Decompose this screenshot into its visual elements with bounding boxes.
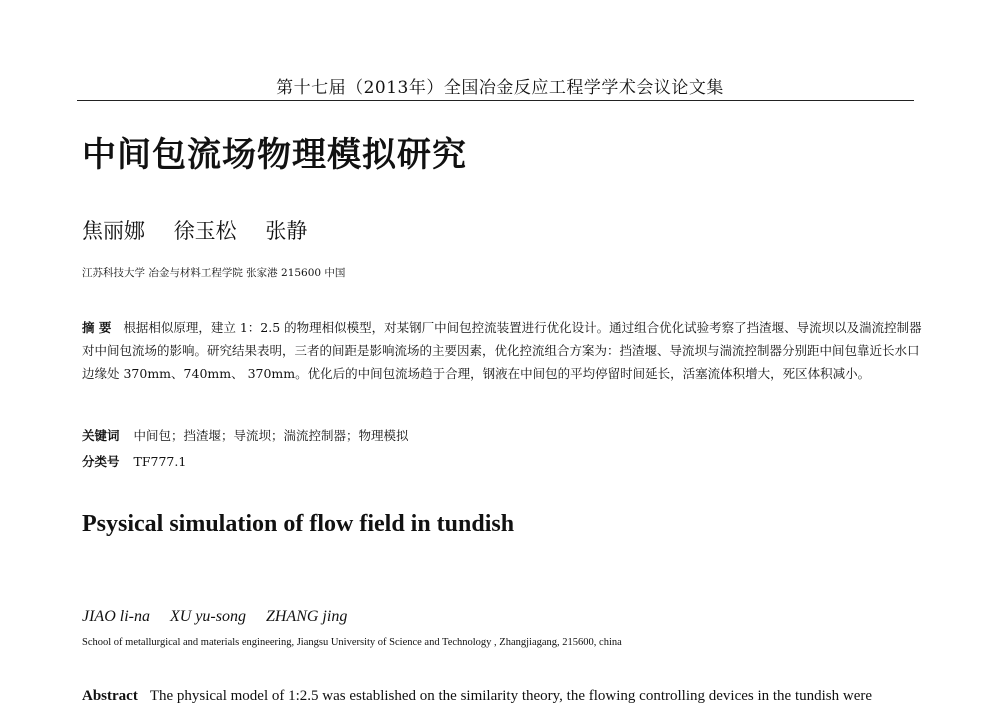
- abstract-cn-label: 摘 要: [82, 320, 112, 335]
- author-cn-3: 张静: [265, 219, 308, 243]
- classification-line: [82, 452, 186, 472]
- abstract-cn-text: 根据相似原理，建立 1：2.5 的物理相似模型，对某钢厂中间包控流装置进行优化设计。通过组合优化试验考察了挡渣堰、导流坝以及湍流控制器对中间包流场的影响。研究结果表明，三者的间距是影响流场的主要因素，优化控流组合方案为：挡渣堰、导流坝与湍流控制器分别距中间包靠近长水口边缘处 370mm、740mm、 370mm。优化后的中间包流场趋于合理，钢液在中间包的平均停留时间延长，活塞流体积增大，死区体积减小。: [82, 320, 922, 381]
- paper-title-en: Psysical simulation of flow field in tundish: [82, 511, 515, 537]
- proceedings-header: 第十七届（2013年）全国冶金反应工程学学术会议论文集: [276, 78, 724, 98]
- keywords-line: [82, 426, 409, 446]
- affiliation-en: School of metallurgical and materials engineering, Jiangsu University of Science and Technology , Zhangjiagang, 215600, china: [82, 637, 622, 648]
- affiliation-cn: 江苏科技大学 冶金与材料工程学院 张家港 215600 中国: [82, 267, 346, 279]
- keywords-label: 关键词: [82, 428, 120, 443]
- author-en-1: JIAO li-na: [82, 608, 150, 625]
- authors-cn: [82, 218, 329, 244]
- classification-label: 分类号: [82, 454, 120, 469]
- abstract-en-text: The physical model of 1:2.5 was established on the similarity theory, the flowing controlling devices in the tundish were: [149, 688, 873, 704]
- authors-en: [82, 607, 363, 627]
- header-rule: [77, 100, 914, 101]
- author-cn-2: 徐玉松: [173, 219, 237, 243]
- abstract-en-label: Abstract: [82, 688, 138, 704]
- keywords-text: 中间包；挡渣堰；导流坝；湍流控制器；物理模拟: [133, 428, 409, 443]
- classification-code: TF777.1: [133, 454, 187, 469]
- author-cn-1: 焦丽娜: [82, 219, 145, 243]
- paper-title-cn: 中间包流场物理模拟研究: [82, 135, 467, 175]
- abstract-en: [82, 686, 922, 706]
- author-en-3: ZHANG jing: [265, 608, 348, 625]
- author-en-2: XU yu-song: [169, 608, 246, 625]
- abstract-cn: [82, 316, 922, 385]
